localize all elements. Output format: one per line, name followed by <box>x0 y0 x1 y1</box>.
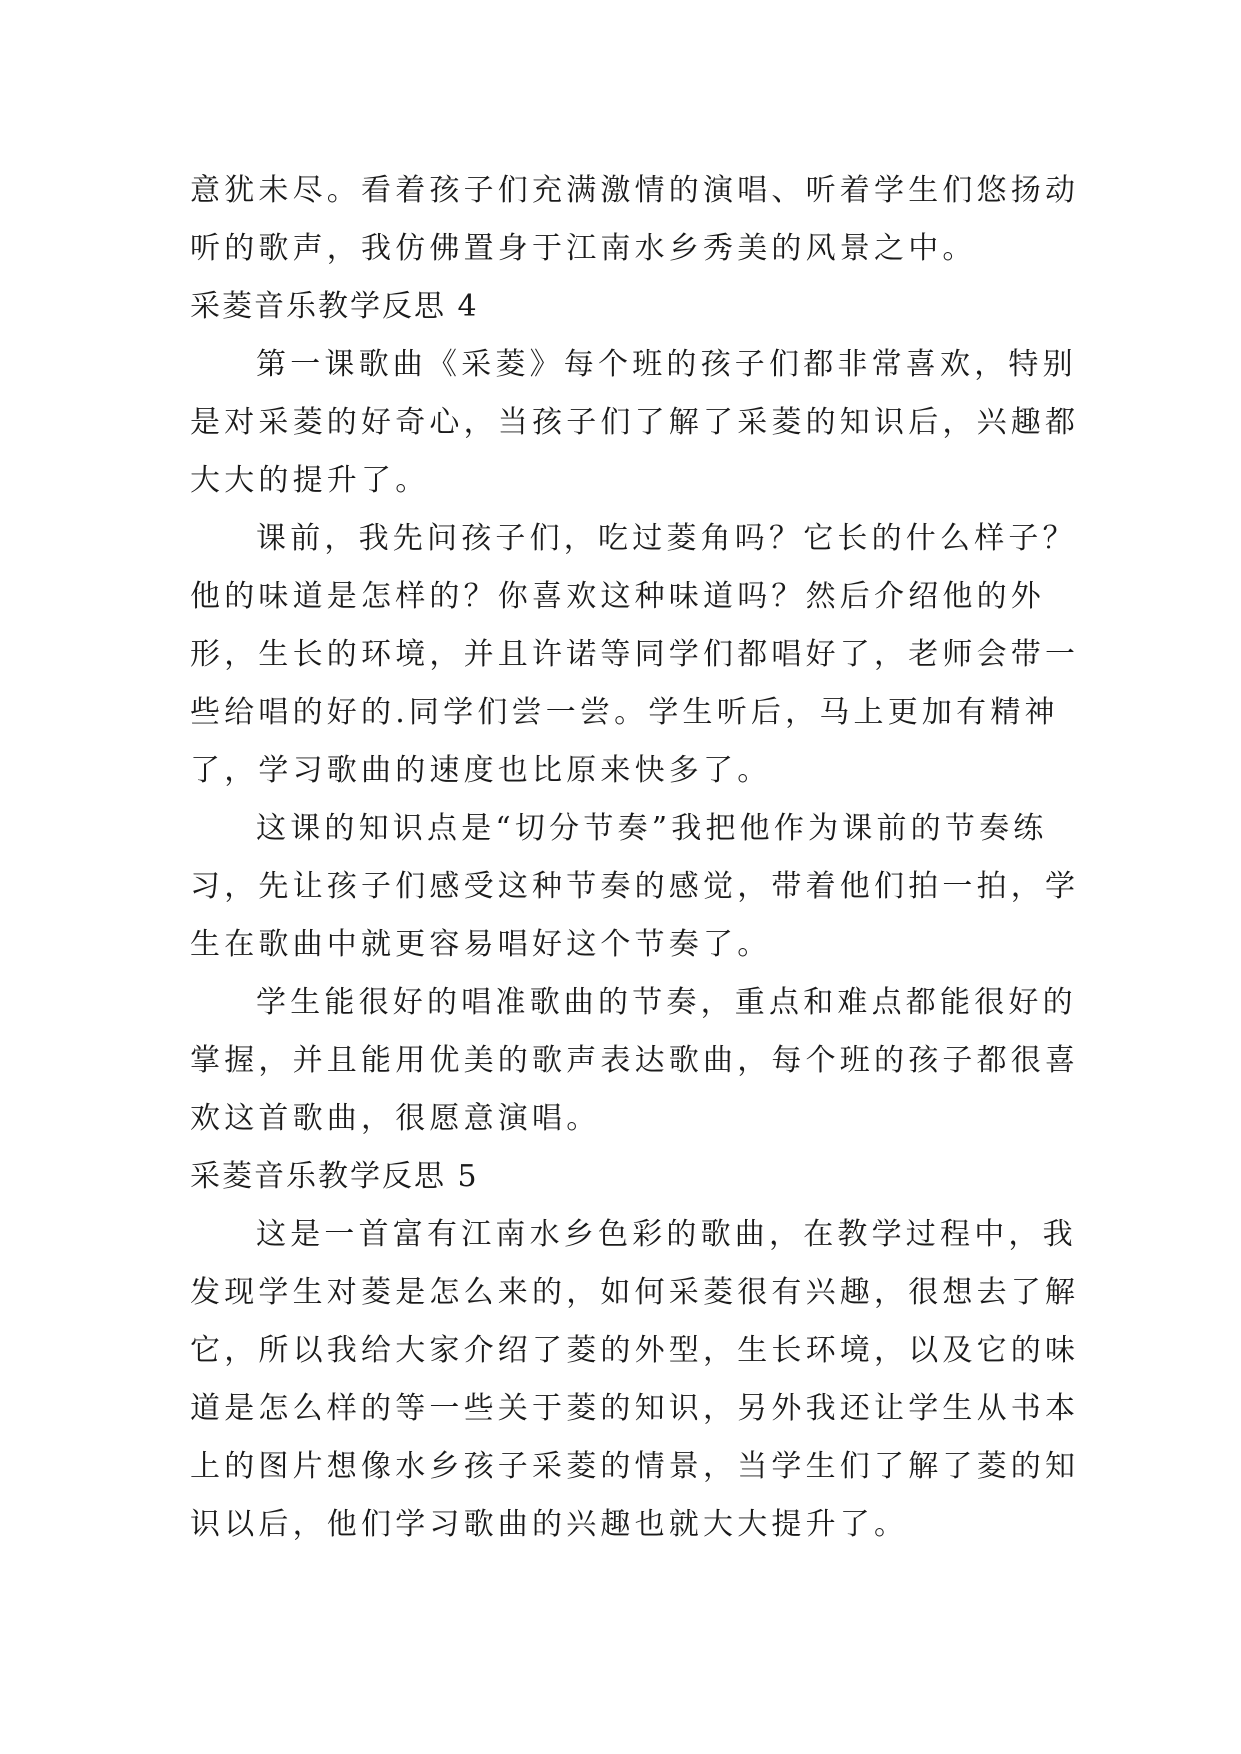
text-line: 些给唱的好的.同学们尝一尝。学生听后，马上更加有精神 <box>190 695 1059 730</box>
paragraph-start-line: 课前，我先问孩子们，吃过菱角吗？它长的什么样子？ <box>256 521 1077 556</box>
paragraph-start-line: 第一课歌曲《采菱》每个班的孩子们都非常喜欢，特别 <box>256 347 1077 382</box>
text-line: 它，所以我给大家介绍了菱的外型，生长环境，以及它的味 <box>190 1333 1080 1368</box>
paragraph-start-line: 这课的知识点是“切分节奏”我把他作为课前的节奏练 <box>256 811 1048 846</box>
text-line: 意犹未尽。看着孩子们充满激情的演唱、听着学生们悠扬动 <box>190 173 1080 208</box>
text-line: 习，先让孩子们感受这种节奏的感觉，带着他们拍一拍，学 <box>190 869 1080 904</box>
text-line: 大大的提升了。 <box>190 463 430 498</box>
text-line: 生在歌曲中就更容易唱好这个节奏了。 <box>190 927 772 962</box>
section-heading-4: 采菱音乐教学反思 4 <box>190 289 479 324</box>
section-heading-5: 采菱音乐教学反思 5 <box>190 1159 479 1194</box>
text-line: 形，生长的环境，并且许诺等同学们都唱好了，老师会带一 <box>190 637 1080 672</box>
text-line: 了，学习歌曲的速度也比原来快多了。 <box>190 753 772 788</box>
text-line: 道是怎么样的等一些关于菱的知识，另外我还让学生从书本 <box>190 1391 1080 1426</box>
text-line: 掌握，并且能用优美的歌声表达歌曲，每个班的孩子都很喜 <box>190 1043 1080 1078</box>
text-line: 听的歌声，我仿佛置身于江南水乡秀美的风景之中。 <box>190 231 977 266</box>
paragraph-start-line: 这是一首富有江南水乡色彩的歌曲，在教学过程中，我 <box>256 1217 1077 1252</box>
text-line: 欢这首歌曲，很愿意演唱。 <box>190 1101 601 1136</box>
text-line: 上的图片想像水乡孩子采菱的情景，当学生们了解了菱的知 <box>190 1449 1080 1484</box>
text-line: 是对采菱的好奇心，当孩子们了解了采菱的知识后，兴趣都 <box>190 405 1080 440</box>
document-body <box>190 162 1080 1554</box>
paragraph-start-line: 学生能很好的唱准歌曲的节奏，重点和难点都能很好的 <box>256 985 1077 1020</box>
text-line: 发现学生对菱是怎么来的，如何采菱很有兴趣，很想去了解 <box>190 1275 1080 1310</box>
text-line: 他的味道是怎样的？你喜欢这种味道吗？然后介绍他的外 <box>190 579 1045 614</box>
text-line: 识以后，他们学习歌曲的兴趣也就大大提升了。 <box>190 1507 909 1542</box>
